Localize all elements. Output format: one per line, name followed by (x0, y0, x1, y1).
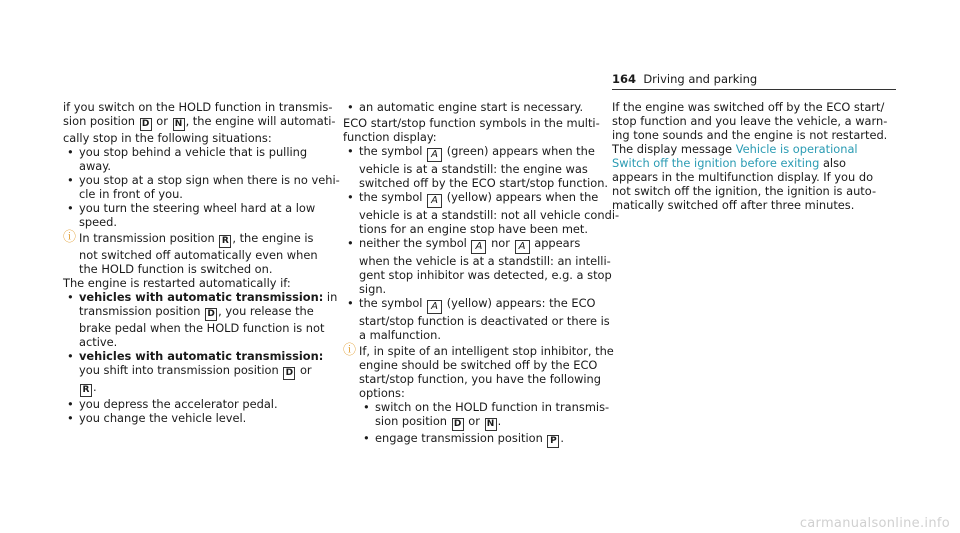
transmission-n-icon: N (485, 418, 497, 431)
text-line: Switch off the ignition before exiting also (612, 156, 846, 170)
transmission-d-icon: D (205, 308, 217, 321)
column-1 (63, 100, 340, 425)
text-line: ECO start/stop function symbols in the multi- (343, 116, 600, 130)
header-rule (612, 89, 896, 90)
page-header (612, 72, 757, 86)
list-item: • the symbol A (green) appears when the vehicle is at a standstill: the engine was switched off by the ECO start/stop function. (343, 144, 605, 190)
transmission-r-icon: R (80, 384, 92, 397)
section-title: Driving and parking (643, 72, 758, 86)
list-item: • switch on the HOLD function in transmis- sion position D or N . (359, 400, 605, 431)
page-number: 164 (612, 72, 637, 86)
transmission-p-icon: P (547, 435, 559, 448)
text-line: cally stop in the following situations: (63, 131, 272, 145)
text-line: appears in the multifunction display. If you do (612, 170, 874, 184)
list-item: • you stop behind a vehicle that is pulling away. (63, 145, 325, 173)
text-line: If the engine was switched off by the ECO start/ (612, 100, 885, 114)
column-2 (343, 100, 620, 448)
text-line: The display message Vehicle is operational (612, 142, 858, 156)
text-line: if you switch on the HOLD function in transmis- (63, 100, 333, 114)
note: ⓘ If, in spite of an intelligent stop inhibitor, the engine should be switched off by the ECO start/stop function, you have the following options: • switch on the HOLD function in transmis- sion position D or N . • engage transmission position P . (343, 344, 605, 448)
list-item: • the symbol A (yellow) appears: the ECO start/stop function is deactivated or there is a malfunction. (343, 296, 605, 342)
note-icon: ⓘ (63, 230, 77, 245)
column-3 (612, 100, 888, 212)
list-item: • the symbol A (yellow) appears when the vehicle is at a standstill: not all vehicle condi- tions for an engine stop have been met. (343, 190, 605, 236)
list-item: • vehicles with automatic transmission: in transmission position D , you release the brake pedal when the HOLD function is not active. (63, 290, 325, 349)
text-line: ing tone sounds and the engine is not restarted. (612, 128, 888, 142)
transmission-d-icon: D (452, 418, 464, 431)
text-line: function display: (343, 130, 437, 144)
eco-start-stop-crossed-icon: A (427, 300, 442, 314)
transmission-r-icon: R (219, 235, 231, 248)
watermark: carmanualsonline.info (799, 516, 950, 531)
list-item: • engage transmission position P . (359, 431, 605, 448)
text-line: matically switched off after three minutes. (612, 198, 855, 212)
list-item: • you stop at a stop sign when there is no vehi- cle in front of you. (63, 173, 325, 201)
transmission-d-icon: D (140, 118, 152, 131)
transmission-n-icon: N (173, 118, 185, 131)
text-line: not switch off the ignition, the ignition is auto- (612, 184, 877, 198)
text-line: stop function and you leave the vehicle, a warn- (612, 114, 888, 128)
note: ⓘ In transmission position R , the engine is not switched off automatically even when the HOLD function is switched on. (63, 230, 318, 276)
transmission-d-icon: D (283, 367, 295, 380)
eco-start-stop-icon: A (471, 240, 486, 254)
eco-start-stop-icon: A (427, 148, 442, 162)
list-item: • neither the symbol A nor A appears when the vehicle is at a standstill: an intelli- gent stop inhibitor was detected, e.g. a stop sign. (343, 236, 605, 296)
text-line: The engine is restarted automatically if: (63, 276, 291, 290)
list-item: • vehicles with automatic transmission: you shift into transmission position D or R . (63, 349, 325, 397)
list-item: • you depress the accelerator pedal. (63, 397, 325, 411)
list-item: • you turn the steering wheel hard at a low speed. (63, 201, 325, 229)
eco-start-stop-crossed-icon: A (515, 240, 530, 254)
list-item: • an automatic engine start is necessary. (343, 100, 605, 114)
list-item: • you change the vehicle level. (63, 411, 325, 425)
display-message: Switch off the ignition before exiting (612, 156, 820, 170)
text-line: sion position D or N , the engine will automati- (63, 114, 336, 129)
display-message: Vehicle is operational (735, 142, 858, 156)
eco-start-stop-crossed-icon: A (427, 194, 442, 208)
note-icon: ⓘ (343, 343, 357, 358)
